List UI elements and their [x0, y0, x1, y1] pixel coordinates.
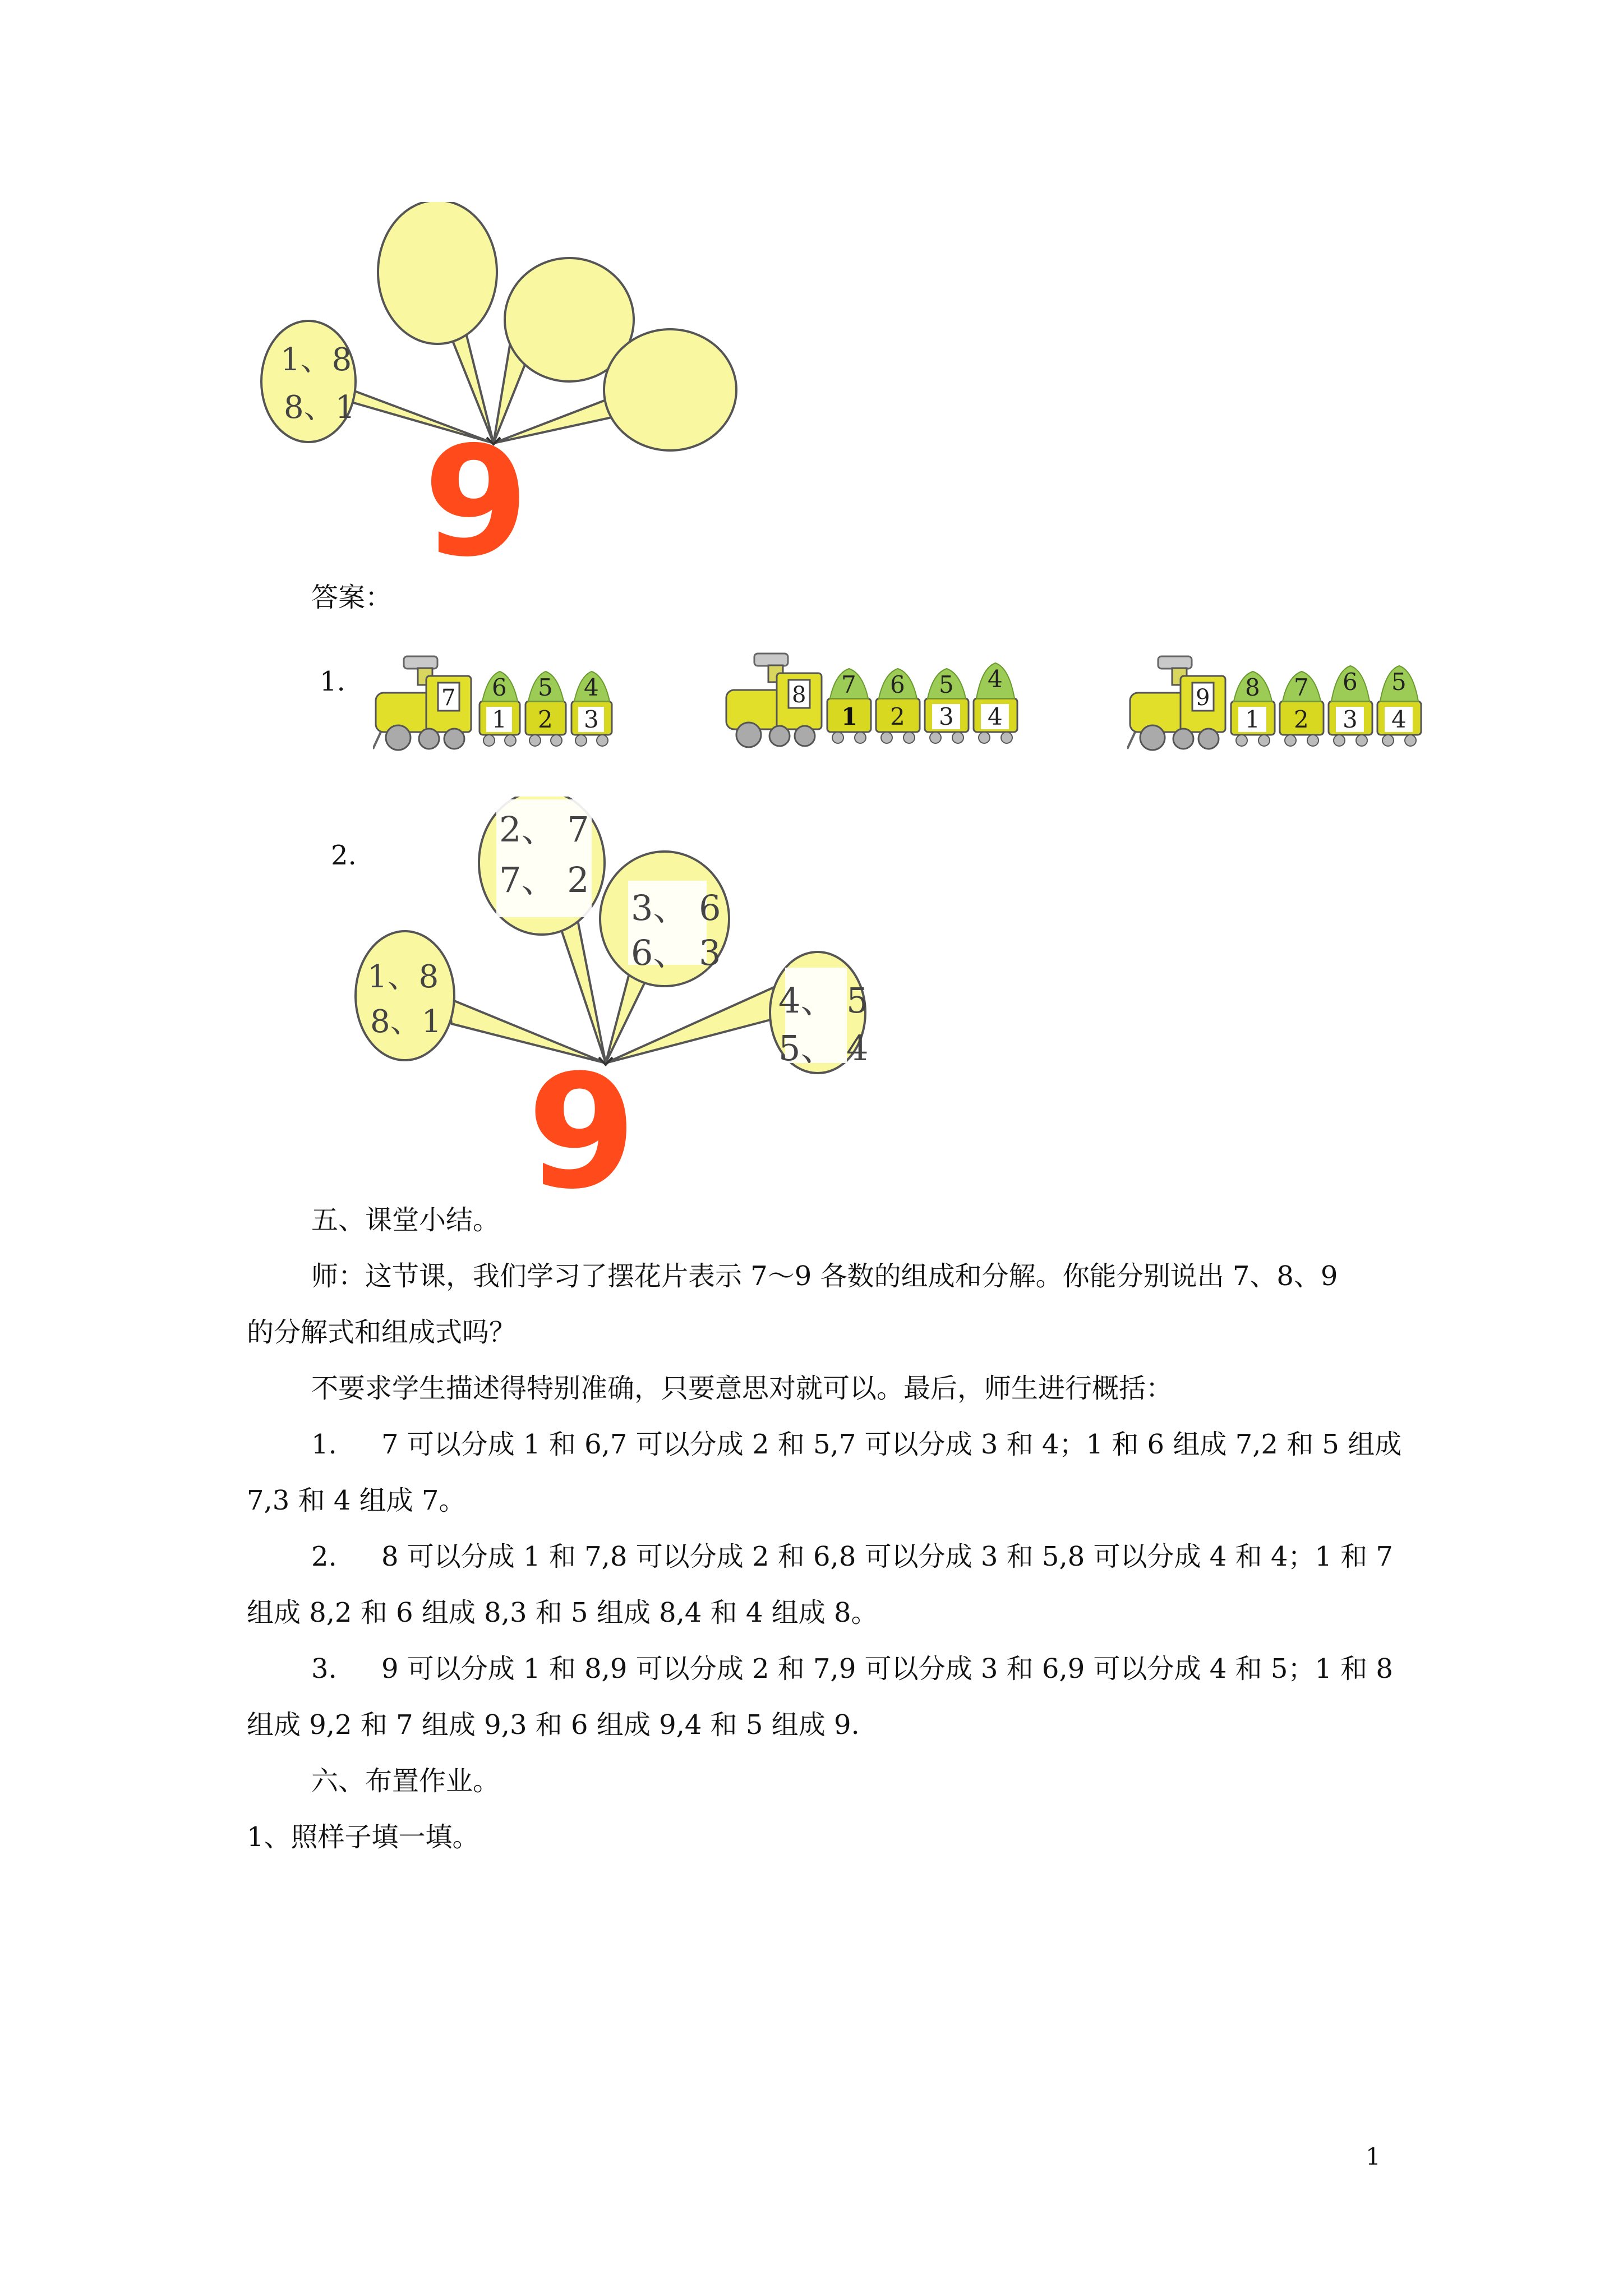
balloon-1-line1: 1、8	[280, 342, 352, 378]
summary-item-3-line2: 组成 9,2 和 7 组成 9,3 和 6 组成 9,4 和 5 组成 9.	[247, 1709, 860, 1741]
page-number: 1	[1366, 2143, 1381, 2170]
section5-heading: 五、课堂小结。	[311, 1204, 500, 1236]
train-engine	[726, 654, 822, 747]
car-2-bottom: 2	[538, 706, 553, 733]
car-2-top: 5	[538, 674, 553, 701]
train-car-3	[571, 671, 612, 746]
summary-item-1-line1: 7 可以分成 1 和 6,7 可以分成 2 和 5,7 可以分成 3 和 4；1 和 6 组成 7,2 和 5 组成	[381, 1429, 1402, 1460]
answer-balloon-3-line1: 3、 6	[631, 887, 721, 928]
answer-big-nine: 9	[527, 1041, 637, 1200]
train-engine	[1127, 656, 1225, 750]
train-car-2	[1280, 671, 1324, 746]
answer-balloon-2-line1: 2、 7	[499, 809, 589, 850]
car-4-bottom: 4	[1391, 706, 1407, 733]
section5-p1-line1: 师：这节课，我们学习了摆花片表示 7～9 各数的组成和分解。你能分别说出 7、8、9	[311, 1260, 1338, 1292]
car-2-bottom: 2	[890, 703, 905, 730]
train-car-4	[1377, 666, 1421, 746]
answer-balloon-3-line2: 6、 3	[631, 932, 721, 973]
car-1-top: 8	[1245, 674, 1260, 701]
train-car-2	[525, 671, 566, 746]
train-car-1	[1231, 671, 1275, 746]
answers-heading: 答案：	[311, 582, 393, 613]
train-8	[723, 645, 1038, 757]
summary-item-1-num: 1.	[311, 1429, 337, 1460]
car-3-bottom: 3	[939, 703, 954, 730]
car-3-bottom: 3	[584, 706, 599, 733]
big-nine: 9	[423, 413, 529, 572]
car-2-top: 6	[890, 671, 905, 698]
car-1-bottom: 1	[1245, 706, 1260, 733]
summary-item-2-line2: 组成 8,2 和 6 组成 8,3 和 5 组成 8,4 和 4 组成 8。	[247, 1597, 878, 1628]
balloon-1	[356, 931, 454, 1060]
train-7	[373, 648, 651, 760]
section6-task1: 1、照样子填一填。	[247, 1821, 479, 1853]
car-4-bottom: 4	[988, 703, 1003, 730]
answer-item-1-label: 1.	[320, 666, 345, 697]
car-3-top: 6	[1343, 668, 1358, 696]
car-3-bottom: 3	[1343, 706, 1358, 733]
section6-heading: 六、布置作业。	[311, 1765, 500, 1797]
car-1-top: 6	[492, 674, 507, 701]
answer-balloon-4-line2: 5、 4	[778, 1028, 869, 1069]
train-car-1	[827, 669, 871, 743]
car-2-bottom: 2	[1294, 706, 1309, 733]
answer-balloon-2-line2: 7、 2	[499, 859, 589, 900]
car-3-top: 4	[584, 674, 599, 701]
balloon-1-line2: 8、1	[284, 389, 356, 426]
train-car-4	[974, 663, 1017, 743]
summary-item-3-line1: 9 可以分成 1 和 8,9 可以分成 2 和 7,9 可以分成 3 和 6,9 可以分成 4 和 5；1 和 8	[381, 1653, 1393, 1685]
section5-p1-line2: 的分解式和组成式吗？	[247, 1317, 517, 1348]
answer-flower-diagram	[336, 797, 897, 1200]
summary-item-1-line2: 7,3 和 4 组成 7。	[247, 1485, 466, 1516]
summary-item-3-num: 3.	[311, 1653, 337, 1685]
car-1-bottom: 1	[841, 703, 858, 730]
summary-item-2-num: 2.	[311, 1541, 337, 1572]
car-2-top: 7	[1294, 674, 1309, 701]
answer-balloon-1-line2: 8、1	[370, 1004, 442, 1040]
summary-item-2-line1: 8 可以分成 1 和 7,8 可以分成 2 和 6,8 可以分成 3 和 5,8 可以分成 4 和 4；1 和 7	[381, 1541, 1393, 1572]
engine-number: 9	[1196, 685, 1210, 711]
question-flower-diagram	[247, 202, 751, 572]
section5-p2: 不要求学生描述得特别准确，只要意思对就可以。最后，师生进行概括：	[311, 1373, 1173, 1404]
train-9	[1127, 648, 1441, 760]
engine-number: 7	[441, 685, 456, 711]
balloon-2	[378, 202, 497, 344]
car-4-top: 4	[988, 665, 1003, 693]
train-engine	[373, 656, 471, 750]
answer-balloon-1-line1: 1、8	[367, 959, 439, 995]
train-car-1	[479, 671, 520, 746]
train-car-2	[876, 669, 920, 743]
car-3-top: 5	[939, 671, 954, 698]
car-1-top: 7	[841, 671, 856, 698]
engine-number: 8	[792, 682, 806, 708]
train-car-3	[1329, 666, 1372, 746]
car-4-top: 5	[1391, 668, 1407, 696]
answer-item-2-label: 2.	[331, 840, 357, 871]
train-car-3	[925, 669, 969, 743]
balloon-4	[604, 329, 736, 450]
car-1-bottom: 1	[492, 706, 507, 733]
answer-balloon-4-line1: 4、 5	[778, 980, 869, 1021]
